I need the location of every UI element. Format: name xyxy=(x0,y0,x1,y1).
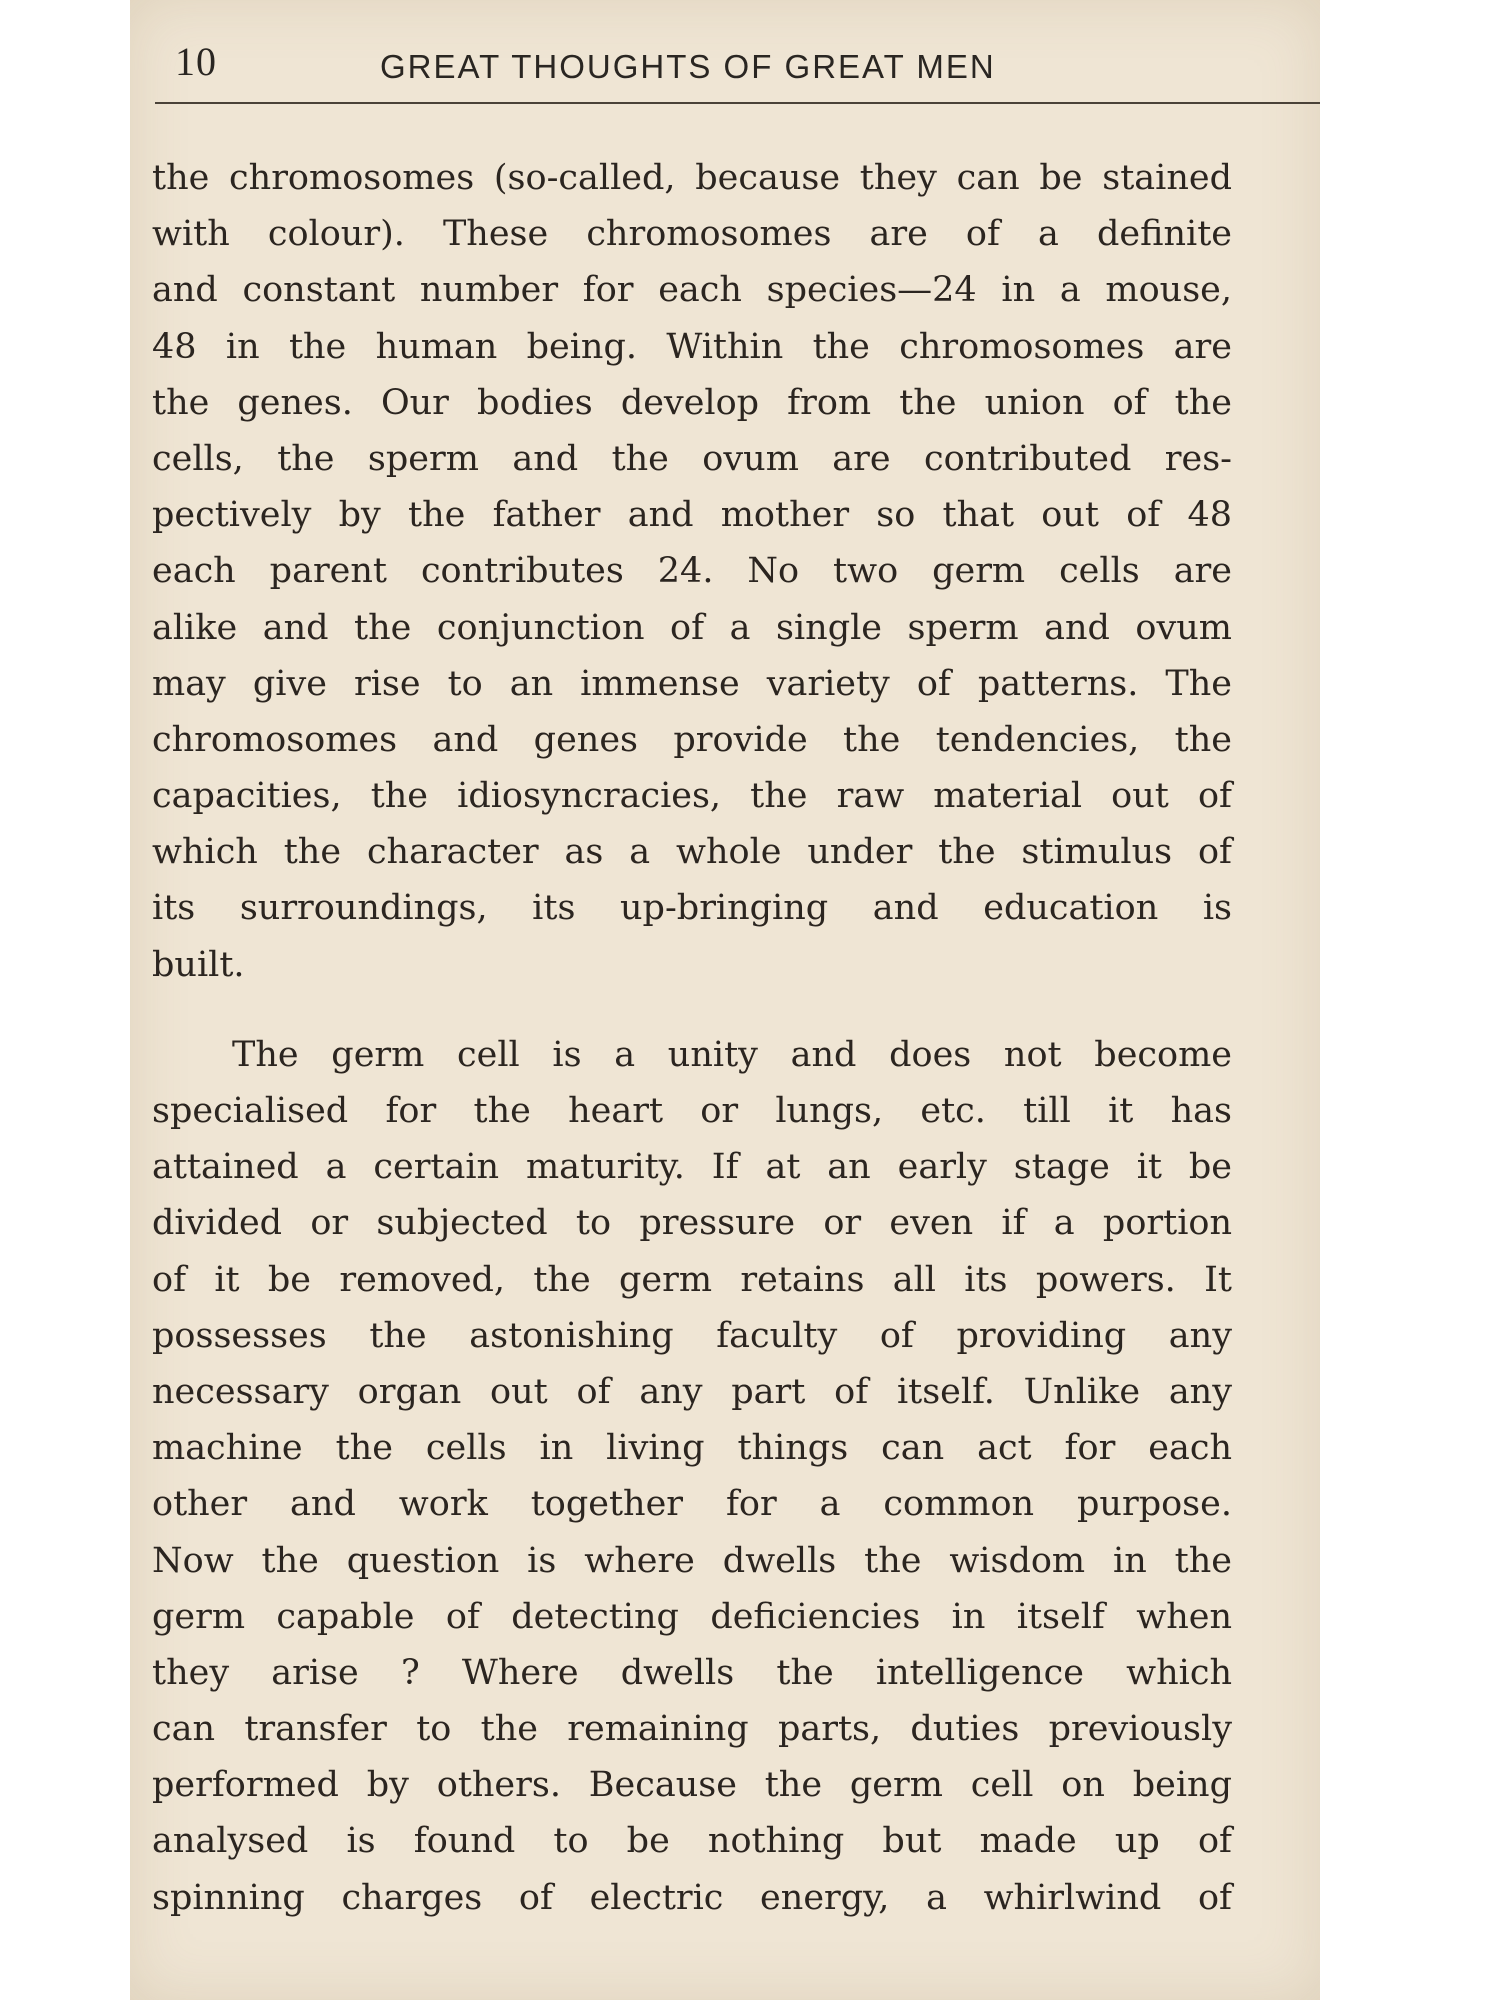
book-page xyxy=(130,0,1320,2000)
running-title: GREAT THOUGHTS OF GREAT MEN xyxy=(380,48,996,85)
text-line: the chromosomes (so-called, because they can be stained xyxy=(152,158,1232,198)
text-line: built. xyxy=(152,944,245,985)
text-line: the genes. Our bodies develop from the union of the xyxy=(152,382,1232,423)
text-line: each parent contributes 24. No two germ cells are xyxy=(152,551,1232,592)
text-line: specialised for the heart or lungs, etc. till it has xyxy=(152,1091,1232,1131)
text-line: can transfer to the remaining parts, duties previously xyxy=(152,1709,1232,1750)
text-line: analysed is found to be nothing but made up of xyxy=(152,1821,1232,1862)
text-line: spinning charges of electric energy, a whirlwind of xyxy=(152,1877,1232,1918)
text-line: chromosomes and genes provide the tendencies, the xyxy=(152,719,1232,760)
body-text xyxy=(152,150,1232,1926)
page-number: 10 xyxy=(175,39,217,84)
text-line: may give rise to an immense variety of patterns. The xyxy=(152,663,1232,704)
page-header xyxy=(175,38,1310,98)
text-line: they arise ? Where dwells the intelligence which xyxy=(152,1652,1232,1693)
text-line: alike and the conjunction of a single sperm and ovum xyxy=(152,607,1232,648)
text-line: cells, the sperm and the ovum are contributed res- xyxy=(152,438,1232,479)
text-line: other and work together for a common purpose. xyxy=(152,1484,1232,1525)
text-line: germ capable of detecting deficiencies in itself when xyxy=(152,1596,1232,1637)
text-line: necessary organ out of any part of itself. Unlike any xyxy=(152,1371,1232,1412)
text-line: its surroundings, its up-bringing and education is xyxy=(152,888,1232,929)
text-line: pectively by the father and mother so that out of 48 xyxy=(152,495,1232,536)
text-line: 48 in the human being. Within the chromosomes are xyxy=(152,326,1232,367)
text-line: capacities, the idiosyncracies, the raw material out of xyxy=(152,776,1232,817)
header-rule xyxy=(155,102,1320,104)
text-line: with colour). These chromosomes are of a definite xyxy=(152,214,1232,255)
text-line: divided or subjected to pressure or even if a portion xyxy=(152,1203,1232,1244)
text-line: performed by others. Because the germ cell on being xyxy=(152,1765,1232,1806)
text-line: The germ cell is a unity and does not become xyxy=(232,1034,1232,1075)
text-line: Now the question is where dwells the wisdom in the xyxy=(152,1540,1232,1581)
text-line: attained a certain maturity. If at an early stage it be xyxy=(152,1147,1232,1188)
text-line: which the character as a whole under the stimulus of xyxy=(152,832,1232,873)
text-line: possesses the astonishing faculty of providing any xyxy=(152,1315,1232,1356)
text-line: of it be removed, the germ retains all its powers. It xyxy=(152,1259,1232,1300)
text-line: machine the cells in living things can act for each xyxy=(152,1428,1232,1469)
text-line: and constant number for each species—24 in a mouse, xyxy=(152,270,1232,311)
paragraph-gap xyxy=(152,993,1232,1027)
